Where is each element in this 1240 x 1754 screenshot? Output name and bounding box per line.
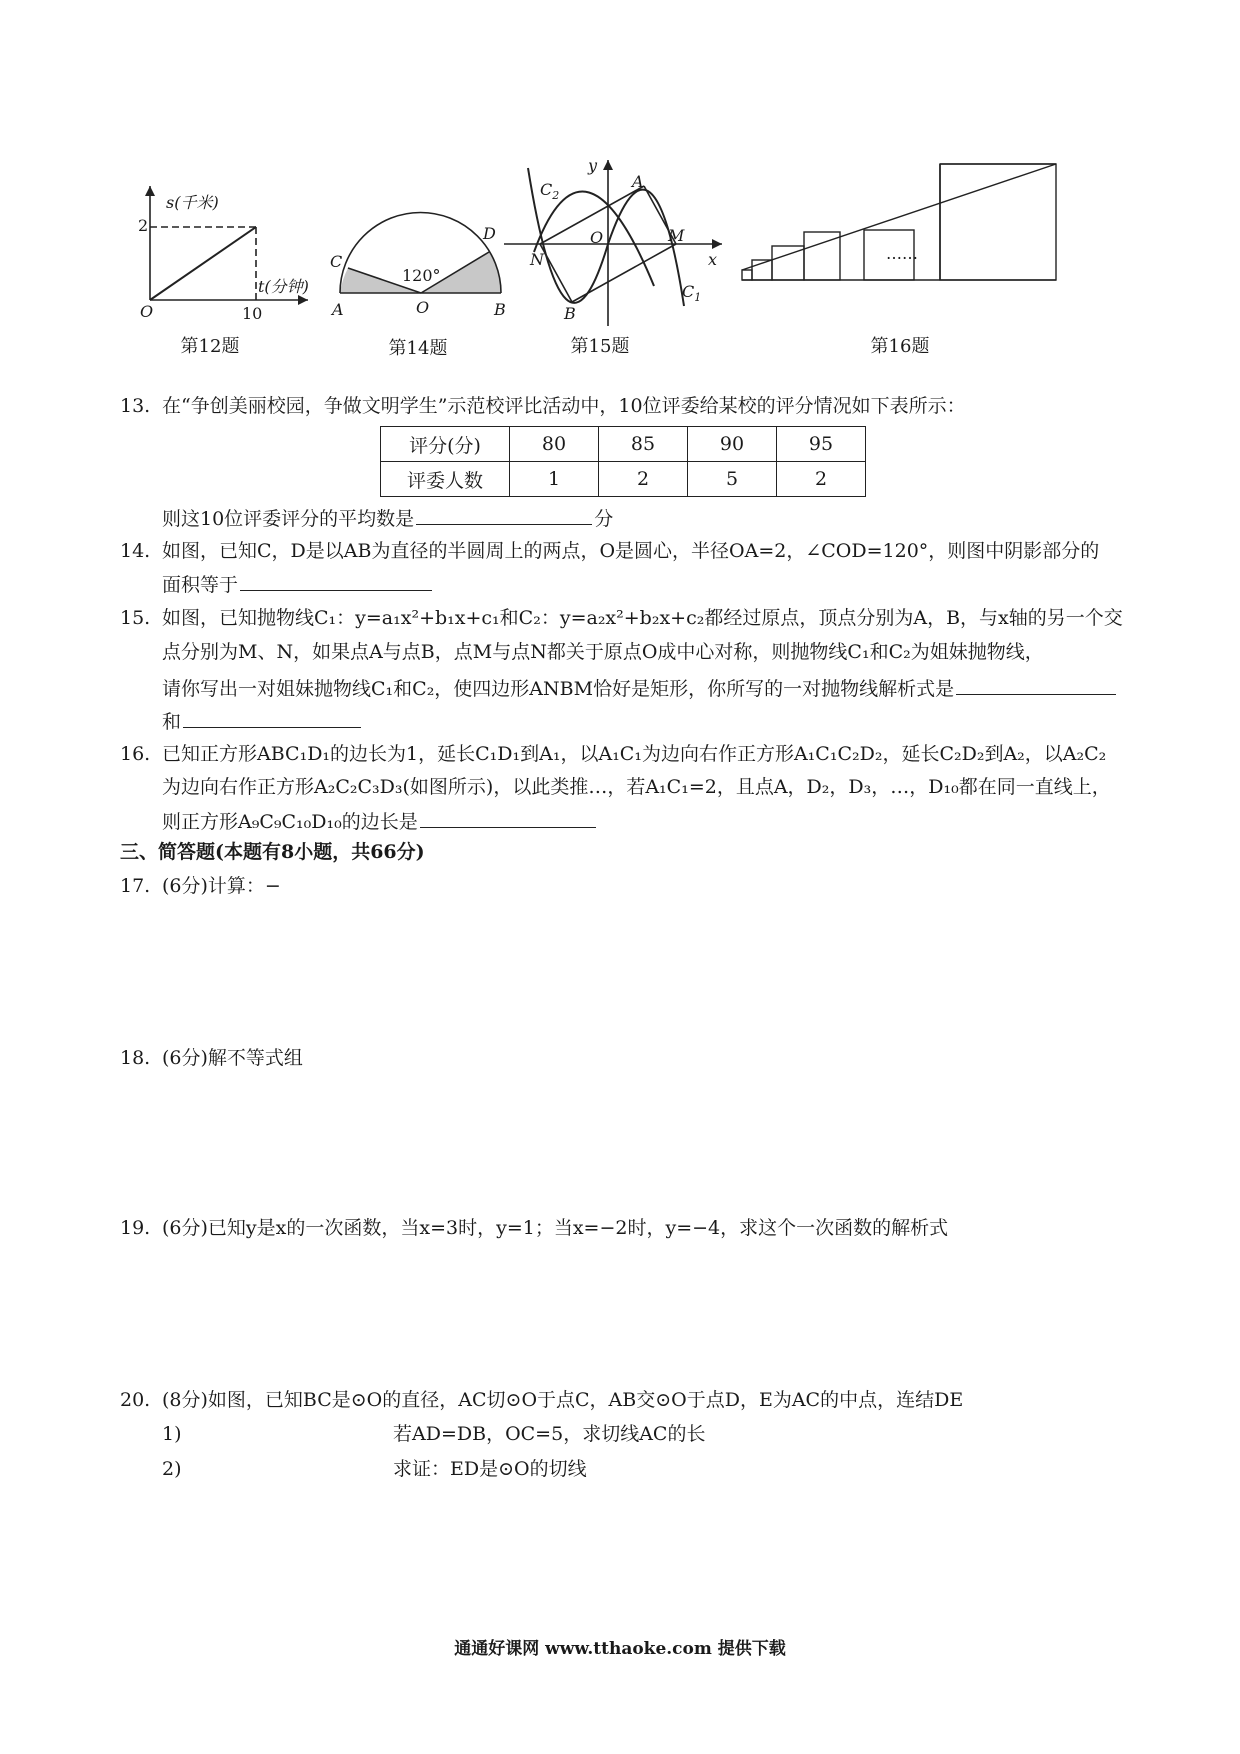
question-13-text: 在“争创美丽校园，争做文明学生”示范校评比活动中，10位评委给某校的评分情况如下表所示： — [162, 395, 966, 417]
table-cell: 85 — [599, 427, 688, 462]
question-17-text: (6分)计算：− — [162, 875, 281, 897]
figure-12-x-tick: 10 — [242, 304, 263, 323]
figure-15 — [504, 156, 724, 328]
question-16-line-1: 已知正方形ABC₁D₁的边长为1，延长C₁D₁到A₁，以A₁C₁为边向右作正方形A₁C₁C₂D₂，延长C₂D₂到A₂，以A₂C₂ — [162, 743, 1107, 765]
question-16-number: 16. — [120, 743, 151, 765]
figure-14-point-o: O — [416, 298, 430, 317]
footer: 通通好课网 www.tthaoke.com 提供下载 — [454, 1639, 786, 1659]
figure-14-angle-label: 120° — [402, 266, 441, 285]
figure-15-point-b: B — [564, 304, 576, 323]
question-20-sub-2-label: 2) — [162, 1458, 182, 1480]
table-row — [381, 427, 866, 462]
figure-15-point-a: A — [632, 172, 644, 191]
figure-15-curve-c1: $C_1$ — [682, 282, 702, 305]
figure-14-point-d: D — [483, 224, 496, 243]
question-20-number: 20. — [120, 1389, 151, 1411]
figure-16-caption: 第16题 — [870, 336, 930, 357]
question-14-line-1: 如图，已知C，D是以AB为直径的半圆周上的两点，O是圆心，半径OA=2，∠COD=120°，则图中阴影部分的 — [162, 540, 1100, 562]
question-13-unit: 分 — [594, 508, 614, 530]
figure-12-y-tick: 2 — [138, 216, 149, 235]
figure-12-graph — [130, 178, 310, 318]
figure-14-point-c: C — [330, 252, 343, 271]
question-15-line-2: 点分别为M、N，如果点A与点B，点M与点N都关于原点O成中心对称，则抛物线C₁和C₂为姐妹抛物线， — [162, 641, 1044, 663]
question-14-line-2: 面积等于 — [162, 574, 239, 596]
figure-14-caption: 第14题 — [388, 338, 448, 359]
question-16-line-2: 为边向右作正方形A₂C₂C₃D₃(如图所示)，以此类推…，若A₁C₁=2，且点A，D₂，D₃，…，D₁₀都在同一直线上， — [162, 776, 1111, 798]
table-cell: 95 — [777, 427, 866, 462]
answer-blank[interactable] — [416, 502, 592, 525]
question-15-number: 15. — [120, 607, 151, 629]
question-20-sub-1-label: 1) — [162, 1423, 182, 1445]
section-3-title: 三、简答题(本题有8小题，共66分) — [120, 841, 425, 863]
figure-15-y-label: y — [588, 156, 598, 175]
question-15-line-3: 请你写出一对姐妹抛物线C₁和C₂，使四边形ANBM恰好是矩形，你所写的一对抛物线解析式是 — [162, 678, 955, 700]
table-cell: 80 — [510, 427, 599, 462]
figure-12-origin: O — [140, 302, 154, 321]
question-16-line-3: 则正方形A₉C₉C₁₀D₁₀的边长是 — [162, 811, 418, 833]
question-20-sub-1-text: 若AD=DB，OC=5，求切线AC的长 — [393, 1423, 706, 1445]
table-cell: 5 — [688, 462, 777, 497]
table-cell: 90 — [688, 427, 777, 462]
table-cell: 2 — [777, 462, 866, 497]
figure-16-squares — [724, 150, 1144, 320]
score-table — [380, 426, 866, 497]
figure-16-dots: …… — [886, 244, 918, 263]
figure-15-point-m: M — [668, 226, 685, 245]
table-cell: 2 — [599, 462, 688, 497]
figure-12 — [130, 178, 310, 323]
figure-14-point-b: B — [494, 300, 506, 319]
question-17-number: 17. — [120, 875, 151, 897]
figure-15-point-o: O — [590, 228, 604, 247]
figure-15-x-label: x — [708, 250, 718, 269]
question-14-number: 14. — [120, 540, 151, 562]
question-19-number: 19. — [120, 1217, 151, 1239]
answer-blank[interactable] — [420, 805, 596, 828]
figure-12-x-label: t(分钟) — [258, 277, 309, 296]
figure-16 — [724, 150, 1144, 320]
answer-blank[interactable] — [183, 705, 361, 728]
question-13-number: 13. — [120, 395, 151, 417]
figure-15-caption: 第15题 — [570, 336, 630, 357]
figure-15-point-n: N — [530, 250, 544, 269]
table-cell: 1 — [510, 462, 599, 497]
table-header-score: 评分(分) — [381, 427, 510, 462]
table-header-judges: 评委人数 — [381, 462, 510, 497]
answer-blank[interactable] — [240, 568, 432, 591]
question-20-text: (8分)如图，已知BC是⊙O的直径，AC切⊙O于点C，AB交⊙O于点D，E为AC的中点，连结DE — [162, 1389, 964, 1411]
question-18-text: (6分)解不等式组 — [162, 1047, 303, 1069]
question-20-sub-2-text: 求证：ED是⊙O的切线 — [393, 1458, 587, 1480]
question-19-text: (6分)已知y是x的一次函数，当x=3时，y=1；当x=−2时，y=−4，求这个一次函数的解析式 — [162, 1217, 949, 1239]
question-15-line-1: 如图，已知抛物线C₁：y=a₁x²+b₁x+c₁和C₂：y=a₂x²+b₂x+c₂都经过原点，顶点分别为A，B，与x轴的另一个交 — [162, 607, 1123, 629]
table-row — [381, 462, 866, 497]
figure-12-y-label: s(千米) — [166, 193, 219, 212]
figure-14-point-a: A — [332, 300, 344, 319]
figure-12-caption: 第12题 — [180, 336, 240, 357]
figure-14-semicircle — [330, 200, 506, 300]
question-15-line-4: 和 — [162, 711, 182, 733]
figure-14 — [330, 200, 506, 319]
question-13-prompt: 则这10位评委评分的平均数是 — [162, 508, 415, 530]
question-18-number: 18. — [120, 1047, 151, 1069]
figure-15-curve-c2: $C_2$ — [540, 180, 560, 203]
answer-blank[interactable] — [956, 672, 1116, 695]
